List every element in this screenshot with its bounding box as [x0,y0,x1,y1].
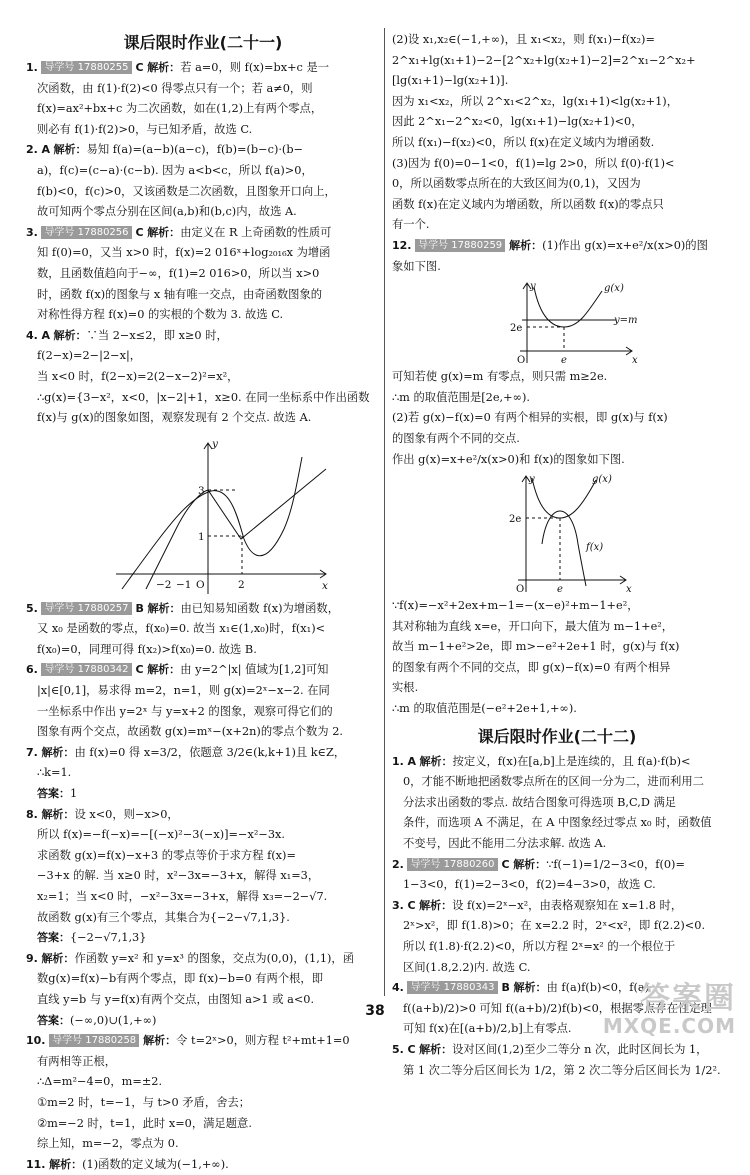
text-line [26,367,380,388]
line-text: 分法求出函数的零点. 故结合图象可得选项 B,C,D 满足 [403,795,677,809]
text-line [26,846,380,867]
line-text: ①m=2 时，t=−1，与 t>0 矛盾，舍去； [37,1095,251,1109]
text-line [26,722,380,743]
text-line [392,958,722,979]
line-text: 由 f(a)f(b)<0，f(a)· [546,981,653,995]
line-text: 因为 x₁<x₂，所以 2^x₁<2^x₂，lg(x₁+1)<lg(x₂+1)， [392,94,678,108]
analysis-label: 解析： [509,238,543,252]
text-line [392,916,722,937]
text-line [392,51,722,72]
text-line [26,887,380,908]
text-line [392,937,722,958]
line-text: 0，才能不断地把函数零点所在的区间一分为二，进而利用二 [403,775,704,789]
analysis-label: 解析： [143,1034,177,1048]
analysis-label: 解析： [419,1042,453,1056]
guide-number-tag: 导学号 17880260 [407,858,497,871]
line-text: a)，f(c)=(c−a)·(c−b). 因为 a<b<c，所以 f(a)>0， [37,163,313,177]
line-text: f(2−x)=2−|2−x|， [37,349,142,363]
item-number: 10. [26,1034,46,1048]
line-text: (2)若 g(x)−f(x)=0 有两个相异的实根，即 g(x)与 f(x) [392,411,668,425]
text-line [392,174,722,195]
line-text: 区间(1.8,2.2)内. 故选 C. [403,960,531,974]
line-text: (3)因为 f(0)=0−1<0，f(1)=lg 2>0，所以 f(0)·f(1)< [392,156,675,170]
graph2-tick-e: e [561,355,567,367]
line-text: 对称性得方程 f(x)=0 的实根的个数为 3. 故选 C. [37,308,284,322]
column-divider [384,28,385,996]
graph-problem-12-2 [392,470,722,596]
text-line [392,896,722,917]
analysis-label: 解析： [513,857,547,871]
guide-number-tag: 导学号 17880257 [41,602,131,615]
text-line [392,813,722,834]
text-line [392,793,722,814]
answer-letter: B [501,981,510,995]
text-line [26,1155,380,1175]
graph2-line-label: y=m [614,315,638,327]
answer-letter: C [501,857,510,871]
line-text: ∴k=1. [37,766,72,780]
text-line [392,429,722,450]
answer-letter: A [41,328,50,342]
item-number: 1. [392,754,404,768]
line-text: 可知 f(x)在[(a+b)/2,b]上有零点. [403,1022,572,1036]
text-line [26,1072,380,1093]
line-text: 条件，而选项 A 不满足，在 A 中图象经过零点 x₀ 时，函数值 [403,816,712,830]
text-line [392,699,722,720]
analysis-label: 解析： [41,951,75,965]
item-number: 4. [26,328,38,342]
graph3-origin: O [516,584,525,596]
analysis-label: 解析： [49,1157,83,1171]
line-text: 2^x₁+lg(x₁+1)−2−[2^x₂+lg(x₂+1)−2]=2^x₁−2^x₂+ [392,53,696,67]
text-line [26,702,380,723]
graph3-tick-2e: 2e [509,514,522,526]
analysis-label: 解析： [41,745,75,759]
text-line [392,112,722,133]
guide-number-tag: 导学号 17880258 [49,1034,139,1047]
text-line [26,1052,380,1073]
text-line [26,408,380,429]
guide-number-tag: 导学号 17880256 [41,226,131,239]
item-number: 8. [26,807,38,821]
line-text: 由定义在 R 上奇函数的性质可 [180,225,332,239]
line-text: [lg(x₁+1)−lg(x₂+1)]. [392,74,509,88]
text-line [26,1093,380,1114]
curve-f-2 [542,511,586,586]
curve-f [122,457,302,589]
analysis-label: 答案： [37,787,70,801]
text-line [26,619,380,640]
text-line [26,743,380,764]
graph2-origin: O [517,355,526,367]
line-text: 所以 f(x)=−f(−x)=−[(−x)²−3(−x)]=−x²−3x. [37,828,285,842]
graph2-x-label: x [632,355,638,367]
text-line [392,875,722,896]
line-text: 故可知两个零点分别在区间(a,b)和(b,c)内，故选 A. [37,205,297,219]
analysis-label: 解析： [513,981,547,995]
line-text: 所以 f(1.8)·f(2.2)<0，所以方程 2ˣ=x² 的一个根位于 [403,940,676,953]
text-line [392,1040,722,1061]
curve-g-1 [534,287,602,327]
section-title-22: 课后限时作业(二十二) [477,726,637,746]
text-line [26,120,380,141]
line-text: f(b)<0，f(c)>0，又该函数是二次函数，且图象开口向上， [37,184,336,198]
text-line [26,1134,380,1155]
item-number: 4. [392,981,404,995]
text-line [392,637,722,658]
text-line [26,79,380,100]
graph1-tick-2: 2 [238,578,245,591]
line-text: 第 1 次二等分后区间长为 1/2，第 2 次二等分后区间长为 1/2². [403,1063,721,1077]
line-text: 直线 y=b 与 y=f(x)有两个交点，由图知 a>1 或 a<0. [37,992,315,1006]
guide-number-tag: 导学号 17880259 [415,239,505,252]
text-line [392,257,722,278]
item-number: 1. [26,61,38,74]
text-line [26,243,380,264]
graph2-tick-2e: 2e [510,323,523,335]
text-line [26,161,380,182]
line-text: 由 y=2^|x| 值域为[1,2]可知 [180,663,329,677]
line-text: 图象有两个交点，故函数 g(x)=mˣ−(x+2n)的零点个数为 2. [37,725,343,739]
text-line [26,681,380,702]
graph3-y-label: y [529,474,535,486]
text-line [26,640,380,661]
graph2-curve-label: g(x) [604,283,624,295]
line-text: 故函数 g(x)有三个零点，其集合为{−2−√7,1,3}. [37,910,290,924]
line-text: (1)函数的定义域为(−1,+∞). [82,1157,229,1171]
line-text: 设 f(x)=2ˣ−x²，由表格观察知在 x=1.8 时， [452,898,683,912]
item-number: 5. [392,1042,404,1056]
line-text: |x|∈[0,1]，易求得 m=2，n=1，则 g(x)=2ˣ−x−2. 在同 [37,684,330,698]
line-text: 有两相等正根， [37,1054,117,1068]
answer-letter: A [407,754,416,768]
graph2-y-label: y [530,281,536,293]
line-text: f(x)=ax²+bx+c 为二次函数，如在(1,2)上有两个零点， [37,102,323,116]
text-line [26,969,380,990]
graph1-x-label: x [322,579,328,592]
analysis-label: 解析： [41,807,75,821]
line-text: 数，且函数值趋向于−∞，f(1)=2 016>0，所以当 x>0 [37,266,320,280]
line-text: 由 f(x)=0 得 x=3/2，依题意 3/2∈(k,k+1)且 k∈Z， [74,745,346,759]
line-text: 函数 f(x)在定义域内为增函数，所以函数 f(x)的零点只 [392,197,664,211]
text-line [392,133,722,154]
curve-g [146,469,326,589]
line-text: 有一个. [392,218,430,232]
left-answers-part-a [26,58,380,429]
line-text: (1)作出 g(x)=x+e²/x(x>0)的图 [542,238,708,252]
item-number: 2. [392,857,404,871]
line-text: 知 f(0)=0，又当 x>0 时，f(x)=2 016ˣ+log₂₀₁₆x 为增函 [37,246,331,260]
text-line [26,202,380,223]
graph-problem-4 [26,429,380,599]
text-line [392,92,722,113]
line-text: ∴m 的取值范围是(−e²+2e+1,+∞). [392,702,577,716]
line-text: 求函数 g(x)=f(x)−x+3 的零点等价于求方程 f(x)= [37,848,296,862]
text-line [392,154,722,175]
line-text: 作出 g(x)=x+e²/x(x>0)和 f(x)的图象如下图. [392,452,625,466]
line-text: 象如下图. [392,259,441,273]
text-line [392,596,722,617]
line-text: 综上知，m=−2，零点为 0. [37,1137,179,1151]
line-text: ②m=−2 时，t=1，此时 x=0，满足题意. [37,1116,252,1130]
text-line [392,678,722,699]
text-line [26,140,380,161]
text-line [392,71,722,92]
line-text: f((a+b)/2)>0 可知 f((a+b)/2)f(b)<0，根据零点存在性定理 [403,1001,712,1015]
guide-number-tag: 导学号 17880342 [41,663,131,676]
text-line [392,408,722,429]
text-line [26,908,380,929]
text-line [392,236,722,257]
text-line [392,752,722,773]
line-text: ∴g(x)={3−x²，x<0，|x−2|+1，x≥0. 在同一坐标系中作出函数 [37,390,370,404]
text-line [26,264,380,285]
line-text: 设 x<0，则−x>0， [74,807,179,821]
item-number: 9. [26,951,38,965]
line-text: ∴m 的取值范围是[2e,+∞). [392,390,531,404]
line-text: 由已知易知函数 f(x)为增函数， [180,601,340,615]
analysis-label: 答案： [37,931,70,945]
answer-letter: C [407,1042,416,1056]
watermark-logo: 答案圈 MXQE.COM [602,981,736,1038]
line-text: ∵f(x)=−x²+2ex+m−1=−(x−e)²+m−1+e²， [392,599,639,613]
line-text: 因此 2^x₁−2^x₂<0，lg(x₁+1)−lg(x₂+1)<0， [392,115,643,129]
line-text: 令 t=2ˣ>0，则方程 t²+mt+1=0 [176,1034,350,1048]
line-text: ∵当 2−x≤2，即 x≥0 时， [86,328,228,342]
text-line [392,772,722,793]
item-number: 12. [392,238,412,252]
text-line [26,58,380,79]
right-answers-part-b [392,367,722,470]
text-line [392,450,722,471]
line-text: 故当 m−1+e²>2e，即 m>−e²+2e+1 时，g(x)与 f(x) [392,640,680,654]
item-number: 5. [26,601,38,615]
right-answers-part-c [392,596,722,720]
right-answers-part-a [392,30,722,277]
text-line [392,30,722,51]
text-line [26,928,380,949]
line-text: 设对区间(1,2)至少二等分 n 次，此时区间长为 1， [452,1042,708,1056]
line-text: (2)设 x₁,x₂∈(−1,+∞)，且 x₁<x₂，则 f(x₁)−f(x₂)= [392,33,655,46]
text-line [26,182,380,203]
line-text: 其对称轴为直线 x=e，开口向下，最大值为 m−1+e²， [392,619,674,633]
analysis-label: 解析： [419,754,453,768]
graph-problem-12-1 [392,277,722,367]
item-number: 3. [392,898,404,912]
item-number: 11. [26,1157,46,1171]
answer-letter: C [135,61,144,74]
line-text: ∵f(−1)=1/2−3<0，f(0)= [546,857,685,871]
line-text: 时，函数 f(x)的图象与 x 轴有唯一交点，由奇函数图象的 [37,287,323,301]
right-column [392,30,722,1081]
line-text: 当 x<0 时，f(2−x)=2(2−x−2)²=x²， [37,369,239,383]
line-text: f(x)与 g(x)的图象如图，观察发现有 2 个交点. 故选 A. [37,411,312,425]
item-number: 2. [26,143,38,157]
graph1-tick-neg2: −2 [156,578,172,591]
line-text: 不变号，因此不能用二分法求解. 故选 A. [403,837,607,851]
graph3-g-label: g(x) [592,474,612,486]
page-number: 38 [365,1003,385,1019]
line-text: 一坐标系中作出 y=2ˣ 与 y=x+2 的图象，观察可得它们的 [37,704,333,718]
line-text: 0，所以函数零点所在的大致区间为(0,1)，又因为 [392,177,641,191]
line-text: ∴Δ=m²−4=0，m=±2. [37,1075,163,1089]
line-text: 又 x₀ 是函数的零点，f(x₀)=0. 故当 x₁∈(1,x₀)时，f(x₁)< [37,622,326,636]
line-text: 所以 f(x₁)−f(x₂)<0，所以 f(x)在定义域内为增函数. [392,135,655,149]
line-text: 的图象有两个不同的交点，即 g(x)−f(x)=0 有两个相异 [392,660,671,674]
left-answers-part-b [26,599,380,1175]
line-text: f(x₀)=0，同理可得 f(x₂)>f(x₀)=0. 故选 B. [37,642,257,656]
answer-letter: C [135,225,144,239]
text-line [26,305,380,326]
text-line [26,660,380,681]
text-line [26,825,380,846]
item-number: 3. [26,225,38,239]
text-line [392,367,722,388]
line-text: 次函数，由 f(1)·f(2)<0 得零点只有一个；若 a≠0，则 [37,81,313,95]
line-text: (−∞,0)∪(1,+∞) [70,1013,157,1027]
line-text: 的图象有两个不同的交点. [392,431,520,445]
analysis-label: 解析： [419,898,453,912]
line-text: 1−3<0，f(1)=2−3<0，f(2)=4−3>0，故选 C. [403,878,656,892]
analysis-label: 解析： [147,663,181,677]
item-number: 7. [26,745,38,759]
guide-number-tag: 导学号 17880343 [407,981,497,994]
text-line [392,388,722,409]
text-line [392,1061,722,1082]
text-line [26,599,380,620]
line-text: 实根. [392,681,419,695]
text-line [392,617,722,638]
line-text: 可知若使 g(x)=m 有零点，则只需 m≥2e. [392,370,608,384]
text-line [26,346,380,367]
text-line [392,195,722,216]
text-line [392,834,722,855]
text-line [392,658,722,679]
line-text: 易知 f(a)=(a−b)(a−c)，f(b)=(b−c)·(b− [86,143,304,157]
graph1-y-label: y [212,437,218,450]
line-text: {−2−√7,1,3} [70,931,147,945]
graph3-f-label: f(x) [586,542,604,554]
text-line [26,326,380,347]
text-line [392,855,722,876]
analysis-label: 解析： [147,225,181,239]
line-text: −3+x 的解. 当 x≥0 时，x²−3x=−3+x，解得 x₁=3， [37,869,320,883]
graph1-tick-neg1: −1 [176,578,192,591]
text-line [26,223,380,244]
item-number: 6. [26,663,38,677]
graph3-tick-e: e [557,584,563,596]
analysis-label: 解析： [53,143,87,157]
answer-letter: A [41,143,50,157]
line-text: 则必有 f(1)·f(2)>0，与已知矛盾，故选 C. [37,122,253,136]
answer-letter: C [407,898,416,912]
graph1-origin: O [196,578,205,591]
line-text: 若 a=0，则 f(x)=bx+c 是一 [180,61,330,74]
text-line [392,215,722,236]
line-text: 数g(x)=f(x)−b有两个零点，即 f(x)−b=0 有两个根，即 [37,972,324,986]
line-text: 1 [70,787,78,801]
answer-letter: B [135,601,144,615]
text-line [26,805,380,826]
line-text: 2ˣ>x²，即 f(1.8)>0；在 x=2.2 时，2ˣ<x²，即 f(2.2)<0. [403,919,706,933]
analysis-label: 解析： [53,328,87,342]
analysis-label: 答案： [37,1013,70,1027]
text-line [26,949,380,970]
section-title-21: 课后限时作业(二十一) [123,33,283,52]
text-line [26,784,380,805]
guide-number-tag: 导学号 17880255 [41,61,131,74]
text-line [26,763,380,784]
text-line [26,99,380,120]
text-line [26,388,380,409]
line-text: 作函数 y=x² 和 y=x³ 的图象，交点为(0,0)，(1,1)，函 [74,951,355,965]
text-line [26,285,380,306]
analysis-label: 解析： [147,61,181,74]
answer-letter: C [135,663,144,677]
graph3-x-label: x [626,584,632,596]
graph1-tick-3: 3 [198,484,205,497]
graph1-tick-1y: 1 [198,530,205,543]
line-text: 按定义，f(x)在[a,b]上是连续的，且 f(a)·f(b)< [452,754,691,768]
analysis-label: 解析： [147,601,181,615]
line-text: x₂=1；当 x<0 时，−x²−3x=−3+x，解得 x₃=−2−√7. [37,890,328,903]
text-line [26,1114,380,1135]
text-line [26,866,380,887]
